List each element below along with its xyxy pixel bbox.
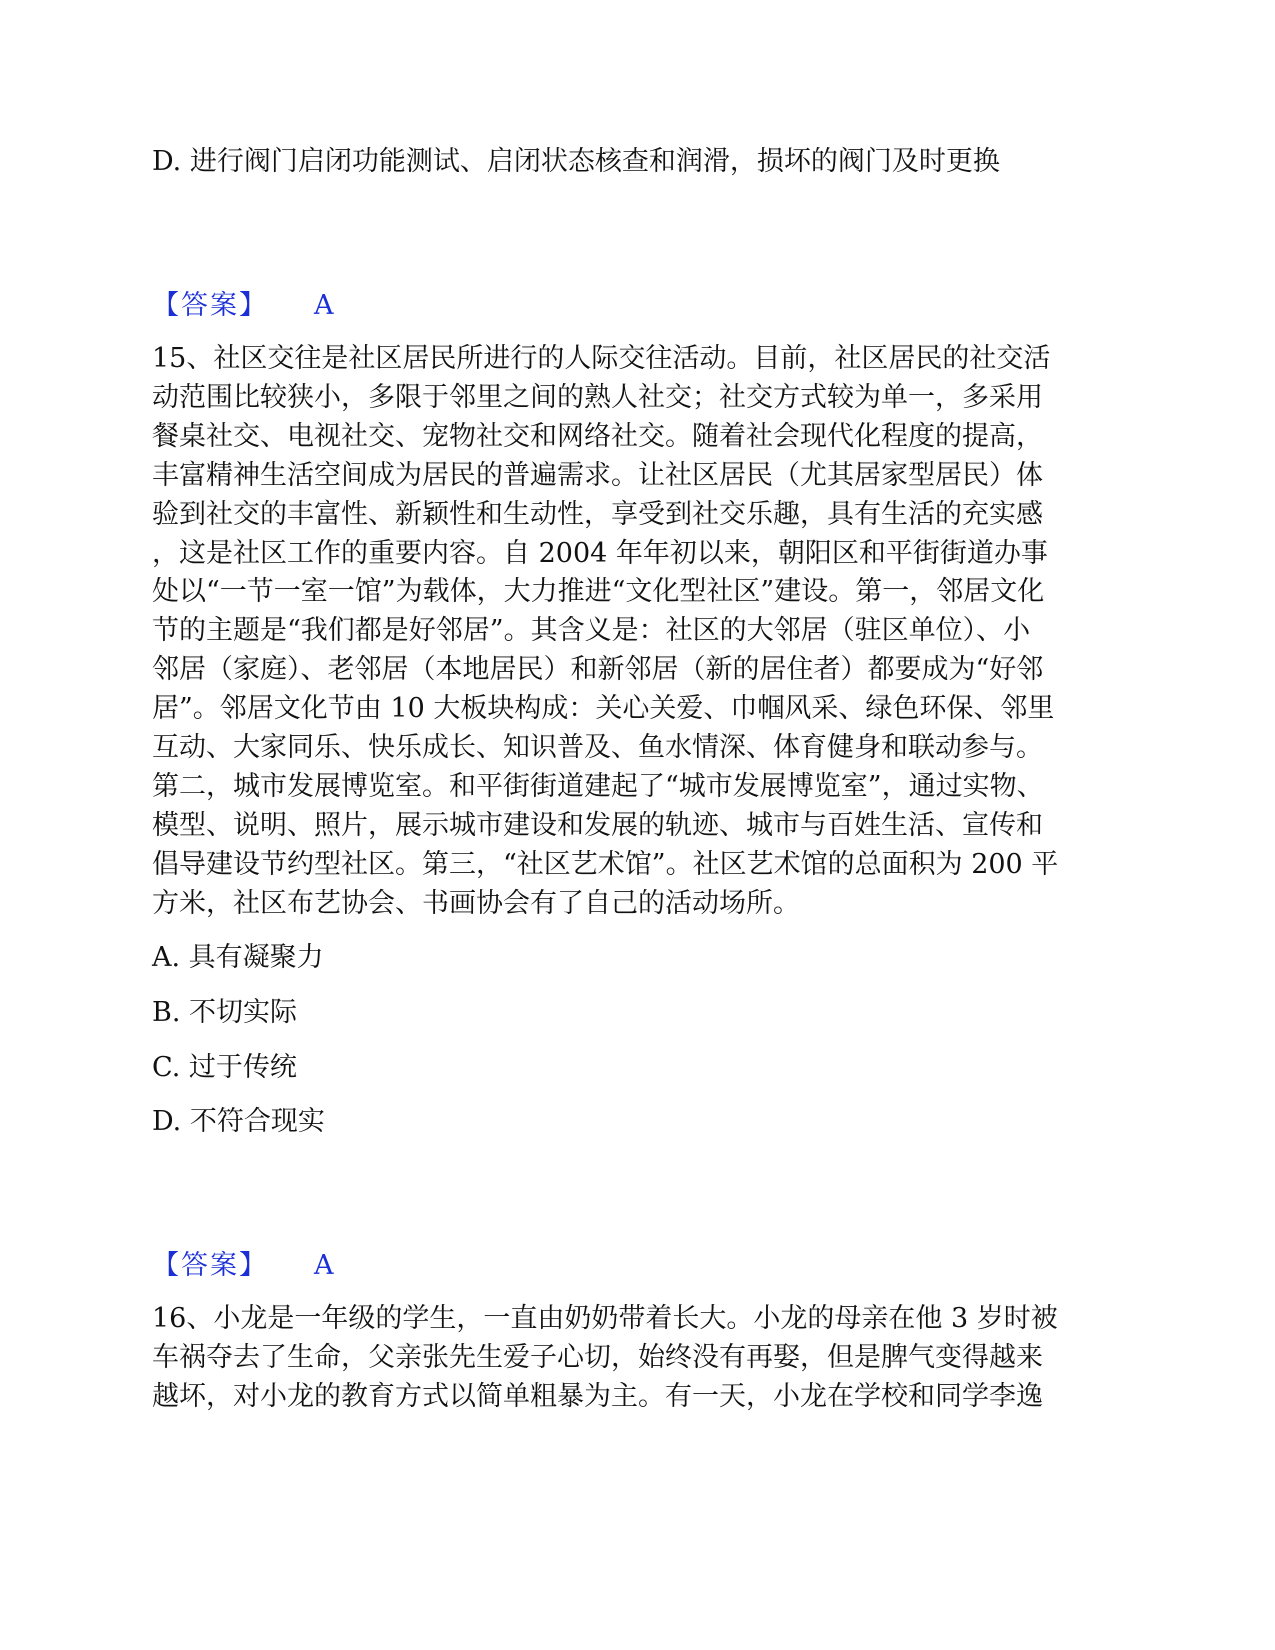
question-15-line: 丰富精神生活空间成为居民的普遍需求。让社区居民（尤其居家型居民）体 <box>152 459 1043 491</box>
question-15-option-a: A. 具有凝聚力 <box>152 942 324 973</box>
question-15-line: 模型、说明、照片，展示城市建设和发展的轨迹、城市与百姓生活、宣传和 <box>152 809 1043 841</box>
question-15-line: 邻居（家庭）、老邻居（本地居民）和新邻居（新的居住者）都要成为“好邻 <box>152 654 1044 686</box>
question-15-line: 动范围比较狭小，多限于邻里之间的熟人社交；社交方式较为单一，多采用 <box>152 381 1043 413</box>
question-15-line: 15、社区交往是社区居民所进行的人际交往活动。目前，社区居民的社交活 <box>152 343 1051 374</box>
answer-block-2 <box>152 1246 334 1286</box>
question-15-line: 处以“一节一室一馆”为载体，大力推进“文化型社区”建设。第一，邻居文化 <box>152 576 1045 608</box>
question-15-option-d: D. 不符合现实 <box>152 1106 325 1137</box>
question-15-line: 互动、大家同乐、快乐成长、知识普及、鱼水情深、体育健身和联动参与。 <box>152 732 1043 764</box>
answer-label: 【答案】 <box>152 1250 268 1281</box>
question-15-option-b: B. 不切实际 <box>152 997 298 1028</box>
answer-label: 【答案】 <box>152 290 268 321</box>
question-16-line: 越坏，对小龙的教育方式以简单粗暴为主。有一天，小龙在学校和同学李逸 <box>152 1380 1043 1412</box>
question-16-line: 16、小龙是一年级的学生，一直由奶奶带着长大。小龙的母亲在他 3 岁时被 <box>152 1303 1058 1334</box>
question-15-stem <box>152 340 1132 924</box>
question-15-line: 验到社交的丰富性、新颖性和生动性，享受到社交乐趣，具有生活的充实感 <box>152 498 1043 530</box>
question-15-line: 倡导建设节约型社区。第三，“社区艺术馆”。社区艺术馆的总面积为 200 平 <box>152 848 1059 880</box>
question-16-line: 车祸夺去了生命，父亲张先生爱子心切，始终没有再娶，但是脾气变得越来 <box>152 1341 1043 1373</box>
question-15-option-c: C. 过于传统 <box>152 1052 297 1083</box>
question-16-stem <box>152 1300 1132 1417</box>
question-15-line: 方米，社区布艺协会、书画协会有了自己的活动场所。 <box>152 887 800 919</box>
question-15-line: ，这是社区工作的重要内容。自 2004 年年初以来，朝阳区和平街街道办事 <box>152 537 1048 569</box>
question-15-line: 第二，城市发展博览室。和平街街道建起了“城市发展博览室”，通过实物、 <box>152 770 1044 802</box>
answer-value: A <box>314 1250 334 1281</box>
prev-option-d: D. 进行阀门启闭功能测试、启闭状态核查和润滑，损坏的阀门及时更换 <box>152 146 1000 177</box>
answer-value: A <box>314 290 334 321</box>
question-15-line: 餐桌社交、电视社交、宠物社交和网络社交。随着社会现代化程度的提高， <box>152 420 1043 452</box>
question-15-line: 节的主题是“我们都是好邻居”。其含义是：社区的大邻居（驻区单位）、小 <box>152 615 1031 647</box>
answer-block-1 <box>152 286 334 326</box>
question-15-line: 居”。邻居文化节由 10 大板块构成：关心关爱、巾帼风采、绿色环保、邻里 <box>152 693 1055 725</box>
